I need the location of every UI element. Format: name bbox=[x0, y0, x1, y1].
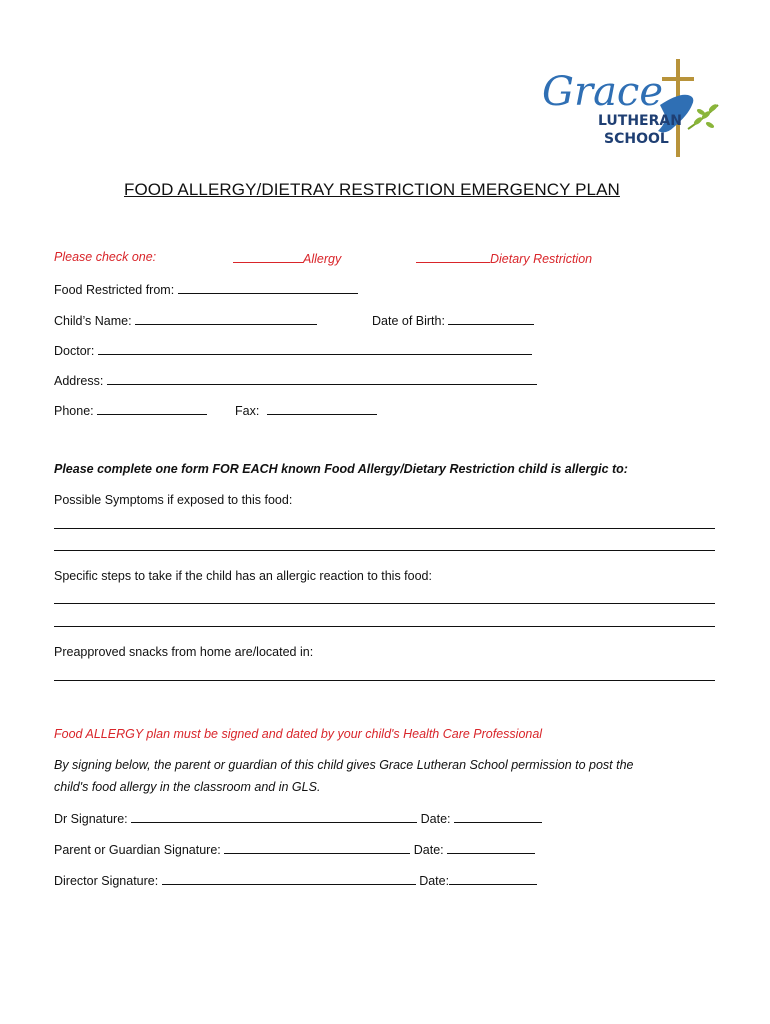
doctor-input[interactable] bbox=[98, 342, 532, 355]
fax-input[interactable] bbox=[267, 402, 377, 415]
grace-lutheran-logo bbox=[538, 55, 723, 160]
doctor-field bbox=[54, 342, 532, 358]
permission-line-1: By signing below, the parent or guardian of this child gives Grace Lutheran School permission to post the bbox=[54, 758, 634, 772]
phone-input[interactable] bbox=[97, 402, 207, 415]
director-signature-field bbox=[54, 872, 537, 888]
dietary-check-line[interactable] bbox=[416, 250, 490, 263]
logo-school-text: SCHOOL bbox=[604, 131, 669, 147]
parent-signature-field bbox=[54, 841, 535, 857]
child-name-label: Child’s Name: bbox=[54, 314, 132, 328]
parent-signature-label: Parent or Guardian Signature: bbox=[54, 843, 221, 857]
dob-input[interactable] bbox=[448, 312, 534, 325]
steps-label: Specific steps to take if the child has an allergic reaction to this food: bbox=[54, 569, 432, 583]
director-signature-input[interactable] bbox=[162, 872, 416, 885]
dr-date-label: Date: bbox=[420, 812, 451, 826]
phone-label: Phone: bbox=[54, 404, 94, 418]
snacks-label: Preapproved snacks from home are/located in: bbox=[54, 645, 314, 659]
dr-date-input[interactable] bbox=[454, 810, 542, 823]
symptoms-label: Possible Symptoms if exposed to this food: bbox=[54, 493, 293, 507]
snacks-line[interactable] bbox=[54, 680, 715, 681]
dr-signature-input[interactable] bbox=[131, 810, 417, 823]
dr-signature-field bbox=[54, 810, 542, 826]
check-one-prompt: Please check one: bbox=[54, 250, 157, 264]
instructions-text: Please complete one form FOR EACH known Food Allergy/Dietary Restriction child is allergic to: bbox=[54, 462, 628, 476]
dietary-option[interactable] bbox=[416, 250, 592, 266]
allergy-option[interactable] bbox=[233, 250, 341, 266]
fax-field bbox=[235, 402, 377, 418]
food-restricted-input[interactable] bbox=[178, 281, 358, 294]
director-date-label: Date: bbox=[419, 874, 450, 888]
director-signature-label: Director Signature: bbox=[54, 874, 159, 888]
parent-date-label: Date: bbox=[413, 843, 444, 857]
food-restricted-field bbox=[54, 281, 358, 297]
logo-lutheran-text: LUTHERAN bbox=[598, 113, 682, 129]
dietary-label: Dietary Restriction bbox=[490, 252, 593, 266]
page-title: FOOD ALLERGY/DIETRAY RESTRICTION EMERGENCY PLAN bbox=[124, 180, 620, 199]
child-name-input[interactable] bbox=[135, 312, 317, 325]
parent-signature-input[interactable] bbox=[224, 841, 410, 854]
phone-field bbox=[54, 402, 207, 418]
dob-field bbox=[372, 312, 534, 328]
director-date-input[interactable] bbox=[449, 872, 537, 885]
allergy-check-line[interactable] bbox=[233, 250, 303, 263]
address-field bbox=[54, 372, 537, 388]
food-restricted-label: Food Restricted from: bbox=[54, 283, 175, 297]
address-label: Address: bbox=[54, 374, 104, 388]
steps-line-2[interactable] bbox=[54, 626, 715, 627]
doctor-label: Doctor: bbox=[54, 344, 95, 358]
fax-label: Fax: bbox=[235, 404, 260, 418]
steps-line-1[interactable] bbox=[54, 603, 715, 604]
permission-line-2: child's food allergy in the classroom and in GLS. bbox=[54, 780, 321, 794]
dob-label: Date of Birth: bbox=[372, 314, 445, 328]
address-input[interactable] bbox=[107, 372, 537, 385]
logo-grace-text: Grace bbox=[542, 69, 663, 115]
child-name-field bbox=[54, 312, 317, 328]
symptoms-line-2[interactable] bbox=[54, 550, 715, 551]
dr-signature-label: Dr Signature: bbox=[54, 812, 128, 826]
parent-date-input[interactable] bbox=[447, 841, 535, 854]
symptoms-line-1[interactable] bbox=[54, 528, 715, 529]
allergy-plan-note: Food ALLERGY plan must be signed and dated by your child's Health Care Professional bbox=[54, 727, 543, 741]
allergy-label: Allergy bbox=[303, 252, 342, 266]
